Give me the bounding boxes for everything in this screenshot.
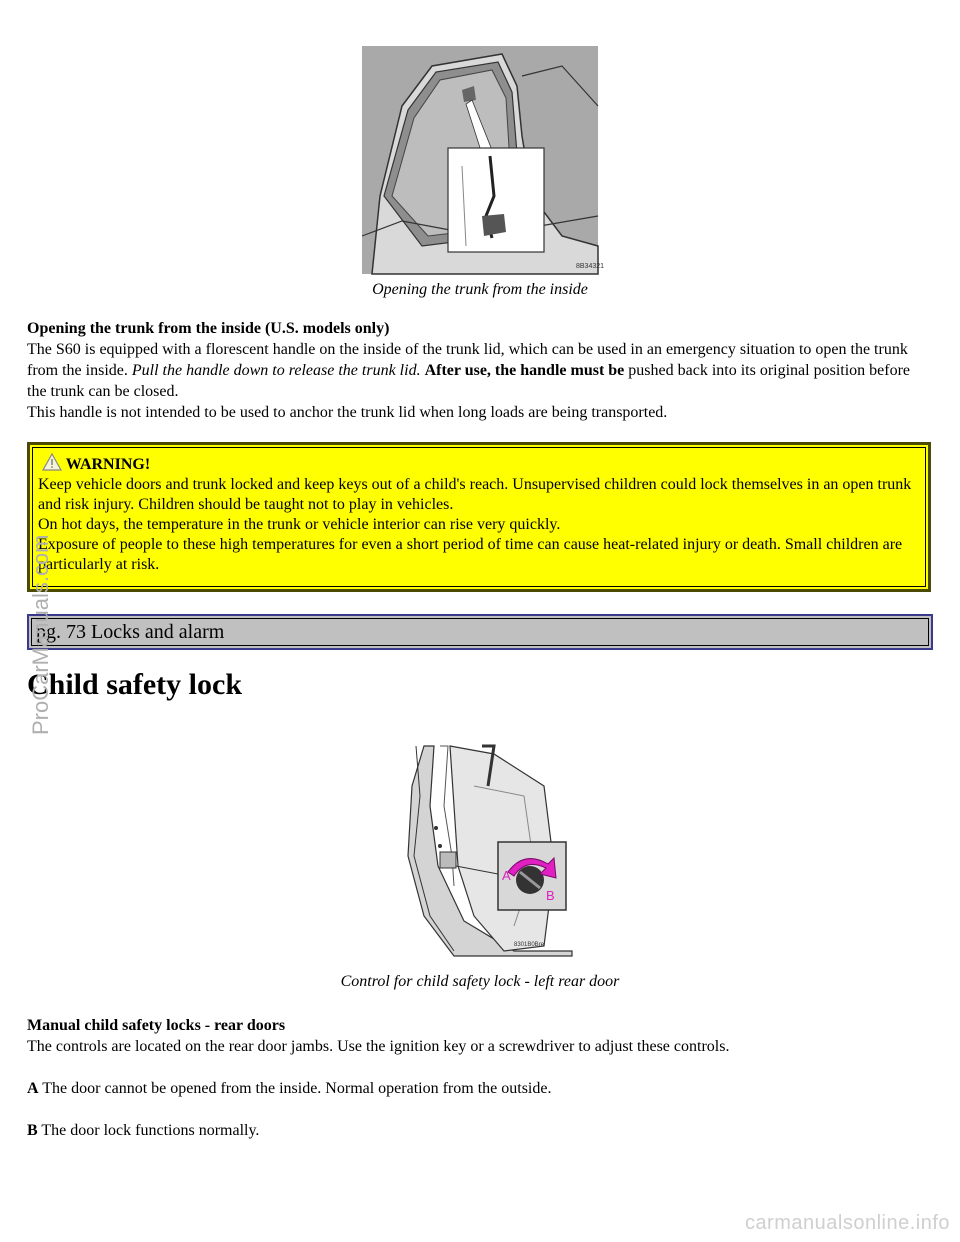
text-run: The S60 is equipped with a florescent handle on the inside of the trunk lid, which can be used in an emergency situation to open the trunk from the inside. — [27, 341, 908, 379]
trunk-illustration — [362, 46, 605, 274]
item-text: The door cannot be opened from the inside. Normal operation from the outside. — [42, 1080, 552, 1097]
warning-title: WARNING! — [65, 456, 151, 473]
page-title: Child safety lock — [27, 668, 243, 701]
item-label: A — [27, 1080, 39, 1097]
warning-title-row — [42, 453, 922, 475]
paragraph: The controls are located on the rear door jambs. Use the ignition key or a screwdriver to adjust these controls. — [27, 1038, 730, 1055]
paragraph: This handle is not intended to be used to anchor the trunk lid when long loads are being transported. — [27, 404, 668, 421]
bold-text: After use, the handle must be — [424, 362, 625, 379]
spacer — [27, 1099, 933, 1120]
paragraph — [27, 339, 933, 402]
section-heading: Manual child safety locks - rear doors — [27, 1017, 286, 1034]
list-item-b — [27, 1120, 933, 1141]
section-trunk-opening — [27, 318, 933, 423]
page-section-bar — [27, 614, 933, 650]
svg-text:8301B0Bre: 8301B0Bre — [514, 942, 545, 948]
text-run: pushed back into its original position before the trunk can be closed. — [27, 362, 911, 400]
page-section-label: pg. 73 Locks and alarm — [36, 621, 225, 643]
side-watermark: ProCarManuals.com — [28, 534, 53, 735]
warning-triangle-icon — [42, 453, 62, 471]
figure-caption-trunk: Opening the trunk from the inside — [372, 281, 588, 298]
spacer — [27, 1057, 933, 1078]
item-text: The door lock functions normally. — [41, 1122, 260, 1139]
section-child-lock — [27, 1015, 933, 1141]
footer-watermark: carmanualsonline.info — [744, 1212, 950, 1234]
svg-text:8B34321: 8B34321 — [576, 263, 605, 270]
emphasis-text: Pull the handle down to release the trunk lid. — [131, 362, 421, 379]
figure-label-a: A — [502, 868, 511, 883]
figure-caption-child-lock: Control for child safety lock - left rear door — [340, 973, 620, 990]
item-label: B — [27, 1122, 38, 1139]
section-heading: Opening the trunk from the inside (U.S. models only) — [27, 320, 390, 337]
list-item-a — [27, 1078, 933, 1099]
figure-label-b: B — [546, 888, 555, 903]
warning-text: Keep vehicle doors and trunk locked and keep keys out of a child's reach. Unsupervised children could lock themselves in an open trunk and risk injury. Children should be taught not to play in vehicles. — [38, 476, 912, 513]
warning-text: Exposure of people to these high temperatures for even a short period of time can cause heat-related injury or death. Small children are particularly at risk. — [38, 536, 903, 573]
warning-box — [27, 442, 931, 592]
warning-text: On hot days, the temperature in the trunk or vehicle interior can rise very quickly. — [38, 516, 561, 533]
child-lock-illustration — [394, 746, 572, 956]
